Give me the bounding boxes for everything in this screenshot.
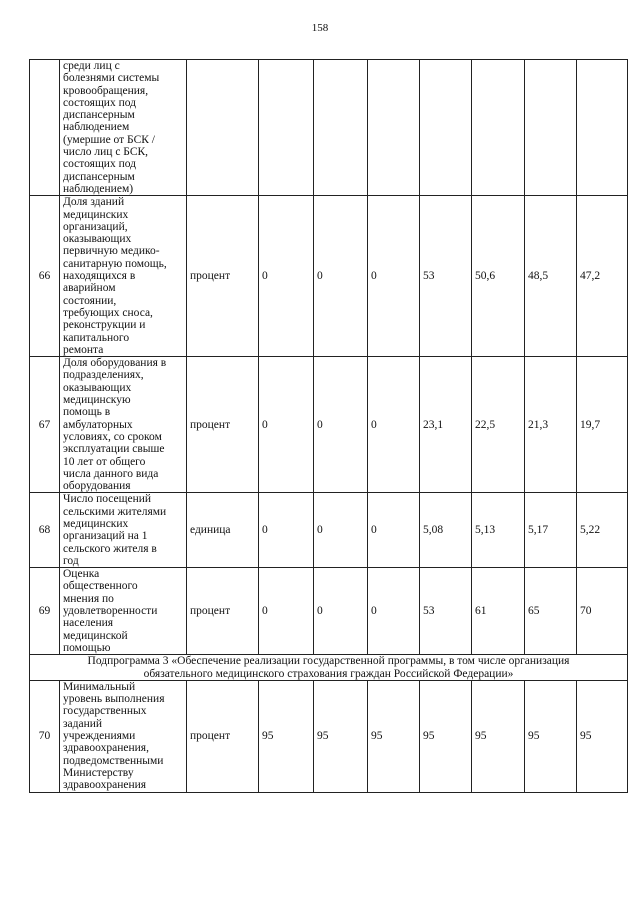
indicator-name-line: организаций, bbox=[63, 220, 128, 233]
indicator-name-line: амбулаторных bbox=[63, 418, 133, 431]
table-row bbox=[30, 357, 628, 493]
row-number: 69 bbox=[30, 568, 60, 655]
value-cell bbox=[259, 60, 314, 196]
value-cell bbox=[314, 60, 368, 196]
indicator-name-line: подразделениях, bbox=[63, 369, 144, 382]
row-number: 70 bbox=[30, 680, 60, 792]
value-cell: 0 bbox=[259, 357, 314, 493]
indicator-name-line: среди лиц с bbox=[63, 60, 120, 72]
indicator-name-line: здравоохранения bbox=[63, 779, 147, 792]
value-cell: 95 bbox=[472, 680, 525, 792]
table-row bbox=[30, 60, 628, 196]
indicator-name-line: Доля зданий bbox=[63, 196, 125, 209]
value-cell: 0 bbox=[259, 196, 314, 357]
row-number: 68 bbox=[30, 493, 60, 568]
indicator-name-line: здравоохранения, bbox=[63, 742, 149, 755]
row-number: 66 bbox=[30, 196, 60, 357]
indicator-name-line: санитарную помощь, bbox=[63, 257, 167, 270]
indicator-name-line: (умершие от БСК / bbox=[63, 133, 155, 146]
value-cell: 61 bbox=[472, 568, 525, 655]
value-cell: 22,5 bbox=[472, 357, 525, 493]
value-cell: 0 bbox=[368, 568, 420, 655]
indicator-name-line: эксплуатации свыше bbox=[63, 443, 165, 456]
indicator-name-line: сельскими жителями bbox=[63, 505, 167, 518]
value-cell: 65 bbox=[525, 568, 577, 655]
indicator-name bbox=[60, 60, 187, 196]
indicator-name bbox=[60, 568, 187, 655]
value-cell bbox=[472, 60, 525, 196]
indicator-name-line: общественного bbox=[63, 580, 138, 593]
value-cell: 0 bbox=[368, 493, 420, 568]
subprogram-title-line: Подпрограмма 3 «Обеспечение реализации государственной программы, в том числе организация bbox=[87, 655, 570, 668]
indicator-name-line: оказывающих bbox=[63, 381, 132, 394]
indicator-name-line: населения bbox=[63, 617, 114, 630]
subprogram-row bbox=[30, 655, 628, 681]
indicator-name-line: наблюдением bbox=[63, 121, 130, 134]
value-cell: 0 bbox=[259, 493, 314, 568]
unit-cell: процент bbox=[187, 568, 259, 655]
indicator-name-line: медицинскую bbox=[63, 394, 131, 407]
value-cell bbox=[577, 60, 628, 196]
value-cell: 5,08 bbox=[420, 493, 472, 568]
indicator-name-line: аварийном bbox=[63, 282, 116, 295]
indicator-name-line: первичную медико- bbox=[63, 245, 160, 258]
indicator-name-line: число лиц с БСК, bbox=[63, 146, 149, 159]
table-body-bottom bbox=[30, 680, 628, 792]
unit-cell bbox=[187, 60, 259, 196]
value-cell: 5,17 bbox=[525, 493, 577, 568]
indicator-name-line: заданий bbox=[63, 717, 103, 730]
indicator-name-line: болезнями системы bbox=[63, 72, 160, 85]
indicator-name-line: помощью bbox=[63, 641, 111, 654]
table-row bbox=[30, 680, 628, 792]
row-number: 67 bbox=[30, 357, 60, 493]
indicator-name-line: год bbox=[63, 554, 79, 567]
indicators-table bbox=[29, 59, 628, 793]
indicator-name-line: капитального bbox=[63, 331, 130, 344]
indicator-name-line: сельского жителя в bbox=[63, 542, 157, 555]
value-cell: 5,13 bbox=[472, 493, 525, 568]
value-cell: 95 bbox=[368, 680, 420, 792]
value-cell bbox=[525, 60, 577, 196]
row-number bbox=[30, 60, 60, 196]
value-cell: 23,1 bbox=[420, 357, 472, 493]
value-cell: 48,5 bbox=[525, 196, 577, 357]
value-cell: 50,6 bbox=[472, 196, 525, 357]
indicator-name-line: оказывающих bbox=[63, 233, 132, 246]
unit-cell: процент bbox=[187, 196, 259, 357]
value-cell bbox=[420, 60, 472, 196]
indicator-name bbox=[60, 680, 187, 792]
indicator-name-line: числа данного вида bbox=[63, 467, 159, 480]
value-cell: 47,2 bbox=[577, 196, 628, 357]
subprogram-title bbox=[30, 655, 628, 681]
unit-cell: процент bbox=[187, 680, 259, 792]
value-cell: 0 bbox=[314, 196, 368, 357]
indicator-name-line: ремонта bbox=[63, 343, 104, 356]
unit-cell: процент bbox=[187, 357, 259, 493]
indicator-name-line: диспансерным bbox=[63, 109, 135, 122]
indicator-name-line: организаций на 1 bbox=[63, 530, 148, 543]
indicator-name-line: кровообращения, bbox=[63, 84, 149, 97]
indicator-name-line: учреждениями bbox=[63, 730, 136, 743]
table-row bbox=[30, 568, 628, 655]
table-row bbox=[30, 493, 628, 568]
indicator-name-line: подведомственными bbox=[63, 754, 164, 767]
value-cell: 0 bbox=[368, 196, 420, 357]
indicator-name-line: диспансерным bbox=[63, 170, 135, 183]
indicator-name-line: оборудования bbox=[63, 480, 131, 493]
value-cell: 53 bbox=[420, 196, 472, 357]
value-cell: 21,3 bbox=[525, 357, 577, 493]
indicator-name bbox=[60, 493, 187, 568]
value-cell: 95 bbox=[314, 680, 368, 792]
indicator-name-line: Минимальный bbox=[63, 680, 136, 693]
value-cell: 0 bbox=[314, 493, 368, 568]
value-cell: 0 bbox=[314, 357, 368, 493]
table-row bbox=[30, 196, 628, 357]
indicator-name-line: 10 лет от общего bbox=[63, 455, 146, 468]
page-number: 158 bbox=[311, 22, 329, 34]
value-cell: 70 bbox=[577, 568, 628, 655]
indicator-name-line: Оценка bbox=[63, 568, 100, 581]
indicator-name-line: государственных bbox=[63, 705, 147, 718]
table-body-top bbox=[30, 60, 628, 655]
value-cell: 19,7 bbox=[577, 357, 628, 493]
indicator-name-line: состоящих под bbox=[63, 96, 136, 109]
indicator-name-line: состоянии, bbox=[63, 294, 117, 307]
indicator-name-line: уровень выполнения bbox=[63, 693, 165, 706]
indicator-name-line: состоящих под bbox=[63, 158, 136, 171]
indicator-name-line: помощь в bbox=[63, 406, 111, 419]
indicator-name-line: условиях, со сроком bbox=[63, 430, 162, 443]
value-cell: 95 bbox=[525, 680, 577, 792]
value-cell bbox=[368, 60, 420, 196]
value-cell: 0 bbox=[259, 568, 314, 655]
indicator-name-line: Доля оборудования в bbox=[63, 357, 167, 370]
indicator-name-line: Число посещений bbox=[63, 493, 152, 506]
indicator-name-line: Министерству bbox=[63, 766, 134, 779]
indicator-name bbox=[60, 357, 187, 493]
indicator-name-line: реконструкции и bbox=[63, 319, 146, 332]
table-body-section bbox=[30, 655, 628, 681]
indicator-name-line: медицинских bbox=[63, 517, 129, 530]
indicator-name-line: мнения по bbox=[63, 592, 114, 605]
indicator-name bbox=[60, 196, 187, 357]
value-cell: 53 bbox=[420, 568, 472, 655]
value-cell: 95 bbox=[259, 680, 314, 792]
value-cell: 0 bbox=[368, 357, 420, 493]
indicator-name-line: удовлетворенности bbox=[63, 605, 158, 618]
indicator-name-line: наблюдением) bbox=[63, 182, 134, 195]
value-cell: 95 bbox=[420, 680, 472, 792]
value-cell: 95 bbox=[577, 680, 628, 792]
subprogram-title-line: обязательного медицинского страхования граждан Российской Федерации» bbox=[143, 667, 514, 680]
indicator-name-line: находящихся в bbox=[63, 270, 136, 283]
indicator-name-line: медицинских bbox=[63, 208, 129, 221]
indicator-name-line: медицинской bbox=[63, 629, 128, 642]
value-cell: 5,22 bbox=[577, 493, 628, 568]
unit-cell: единица bbox=[187, 493, 259, 568]
value-cell: 0 bbox=[314, 568, 368, 655]
indicator-name-line: требующих сноса, bbox=[63, 306, 153, 319]
